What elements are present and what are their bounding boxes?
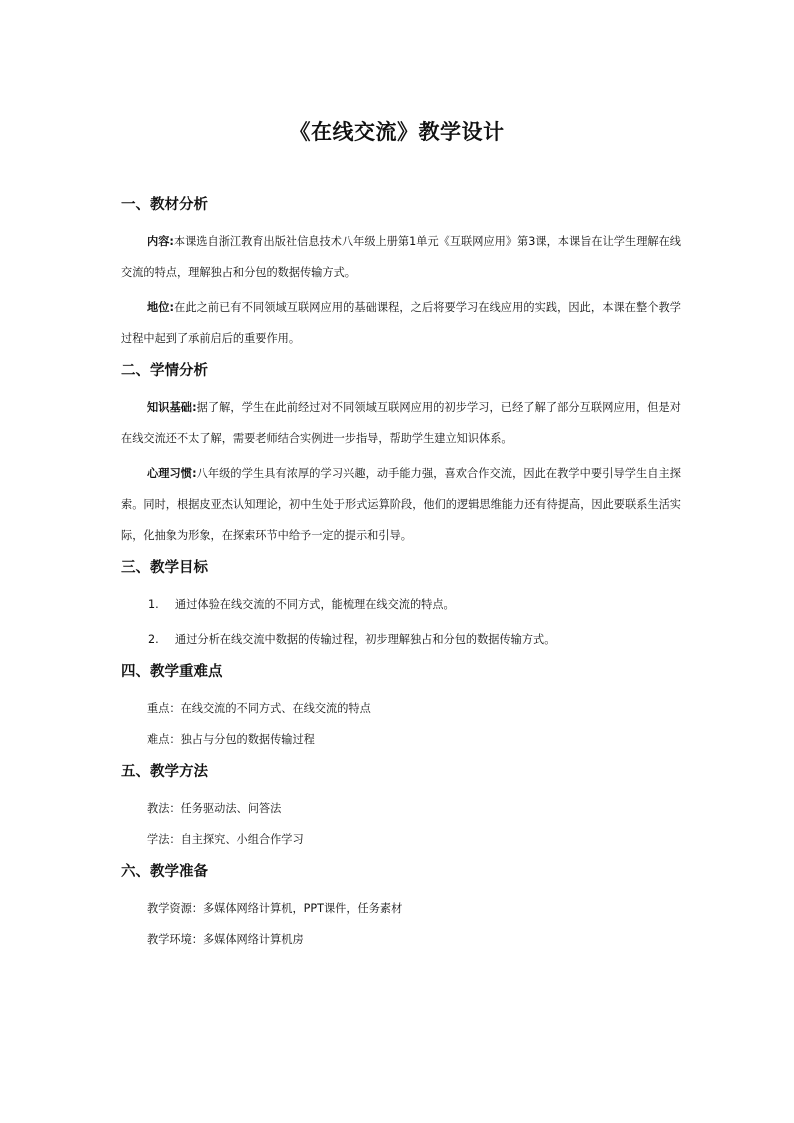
- goals-list: [121, 589, 681, 655]
- list-item: [121, 589, 681, 620]
- paragraph-label: 地位:: [147, 301, 175, 314]
- paragraph-position: [121, 292, 681, 354]
- paragraph-text: 八年级的学生具有浓厚的学习兴趣，动手能力强，喜欢合作交流，因此在教学中要引导学生自主探索。同时，根据皮亚杰认知理论，初中生处于形式运算阶段，他们的逻辑思维能力还有待提高，因此要联系生活实际，化抽象为形象，在探索环节中给予一定的提示和引导。: [121, 467, 681, 542]
- section-textbook-analysis: [121, 194, 681, 354]
- paragraph-knowledge-base: [121, 392, 681, 454]
- section-heading: 三、教学目标: [121, 560, 208, 576]
- paragraph-label: 知识基础:: [147, 401, 197, 414]
- section-teaching-preparation: [121, 861, 681, 955]
- line-difficulty: 难点：独占与分包的数据传输过程: [147, 733, 315, 746]
- list-item: [121, 624, 681, 655]
- document-title: 《在线交流》教学设计: [289, 120, 505, 144]
- paragraph-psychology: [121, 458, 681, 551]
- list-number: 2.: [148, 633, 159, 646]
- section-learner-analysis: [121, 360, 681, 551]
- line-teaching-method: 教法：任务驱动法、问答法: [147, 802, 282, 815]
- paragraph-text: 在此之前已有不同领域互联网应用的基础课程，之后将要学习在线应用的实践，因此，本课在整个教学过程中起到了承前启后的重要作用。: [121, 301, 681, 345]
- line-environment: 教学环境：多媒体网络计算机房: [147, 933, 304, 946]
- paragraph-content: [121, 226, 681, 288]
- line-resources: 教学资源：多媒体网络计算机，PPT课件，任务素材: [147, 902, 403, 915]
- paragraph-text: 据了解，学生在此前经过对不同领域互联网应用的初步学习，已经了解了部分互联网应用，但是对在线交流还不太了解，需要老师结合实例进一步指导，帮助学生建立知识体系。: [121, 401, 681, 445]
- paragraph-label: 内容:: [147, 235, 174, 248]
- section-teaching-methods: [121, 761, 681, 855]
- section-heading: 四、教学重难点: [121, 664, 223, 680]
- section-heading: 五、教学方法: [121, 764, 208, 780]
- document-body: [121, 194, 681, 961]
- section-heading: 二、学情分析: [121, 363, 208, 379]
- list-text: 通过分析在线交流中数据的传输过程，初步理解独占和分包的数据传输方式。: [175, 633, 556, 646]
- section-heading: 六、教学准备: [121, 864, 208, 880]
- section-key-difficulties: [121, 661, 681, 755]
- line-key-point: 重点：在线交流的不同方式、在线交流的特点: [147, 702, 371, 715]
- line-learning-method: 学法：自主探究、小组合作学习: [147, 833, 304, 846]
- paragraph-label: 心理习惯:: [147, 467, 197, 480]
- section-teaching-goals: [121, 557, 681, 655]
- list-number: 1.: [148, 598, 159, 611]
- section-heading: 一、教材分析: [121, 197, 208, 213]
- list-text: 通过体验在线交流的不同方式，能梳理在线交流的特点。: [175, 598, 455, 611]
- paragraph-text: 本课选自浙江教育出版社信息技术八年级上册第1单元《互联网应用》第3课，本课旨在让学生理解在线交流的特点，理解独占和分包的数据传输方式。: [121, 235, 681, 279]
